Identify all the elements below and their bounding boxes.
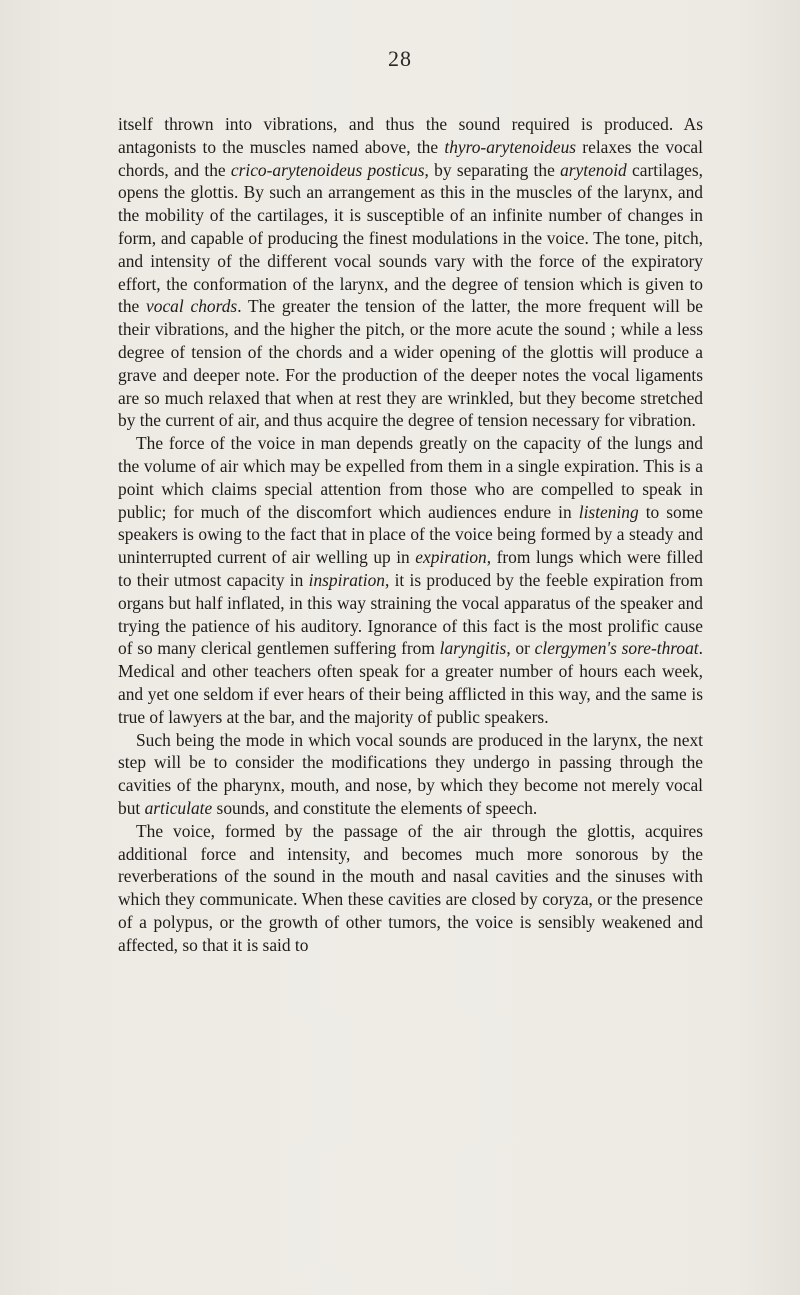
text-run: cartilages, opens the glottis. By such an arrangement as this in the muscles of the larynx, and the mobility of the cartilages, it is susceptible of an infinite number of changes in form, and capable of producing the finest modulations in the voice. The tone, pitch, and intensity of the different vocal sounds vary with the force of the expiratory effort, the conformation of the larynx, and the degree of tension which is given to the	[118, 159, 703, 317]
text-run: , or	[506, 638, 535, 659]
page-number: 28	[388, 46, 412, 71]
text-run: The voice, formed by the passage of the air through the glottis, acquires additional force and intensity, and becomes much more sonorous by the reverberations of the sound in the mouth and nasal cavities and the sinuses with which they communicate. When these cavities are closed by coryza, or the presence of a polypus, or the growth of other tumors, the voice is sensibly weakened and affected, so that it is said to	[118, 820, 703, 955]
text-run: . The greater the tension of the latter, the more frequent will be their vibrations, and the higher the pitch, or the more acute the sound ; while a less degree of tension of the chords and a wider opening of the glottis will produce a grave and deeper note. For the production of the deeper notes the vocal ligaments are so much relaxed that when at rest they are wrinkled, but they become stretched by the current of air, and thus acquire the degree of tension necessary for vibration.	[118, 296, 704, 431]
text-run: The force of the voice in man depends greatly on the capacity of the lungs and the volume of air which may be expelled from them in a single expiration. This is a point which claims special attention from those who are compelled to speak in public; for much of the discomfort which audiences endure in	[118, 433, 703, 522]
text-run: , from lungs which were filled to their utmost capacity in	[118, 547, 703, 590]
paragraph	[118, 432, 703, 728]
italic-term: listening	[578, 501, 639, 522]
italic-term: vocal chords	[146, 296, 238, 317]
italic-term: expiration	[415, 547, 487, 568]
text-run: relaxes the vocal chords, and the	[118, 136, 703, 180]
text-run: . Medical and other teachers often speak for a greater number of hours each week, and yet one seldom if ever hears of their being afflicted in this way, and the same is true of lawyers at the bar, and the majority of public speakers.	[118, 638, 703, 727]
italic-term: clergymen's sore-throat	[534, 638, 699, 659]
italic-term: laryngitis	[439, 638, 507, 659]
italic-term: arytenoid	[560, 159, 627, 180]
text-run: , by separating the	[424, 159, 561, 180]
paragraph	[118, 729, 703, 820]
paragraph	[118, 820, 703, 957]
italic-term: crico-arytenoideus posticus	[230, 159, 425, 180]
body-text	[118, 113, 703, 956]
italic-term: inspiration	[308, 569, 385, 590]
italic-term: thyro-arytenoideus	[444, 136, 577, 157]
italic-term: articulate	[144, 797, 213, 818]
text-run: sounds, and constitute the elements of speech.	[212, 797, 538, 818]
text-run: to some speakers is owing to the fact that in place of the voice being formed by a steady and uninterrupted current of air welling up in	[118, 501, 704, 568]
text-run: , it is produced by the feeble expiration from organs but half inflated, in this way straining the vocal apparatus of the speaker and trying the patience of his auditory. Ignorance of this fact is the most prolific cause of so many clerical gentlemen suffering from	[118, 569, 703, 659]
text-run: itself thrown into vibrations, and thus the sound required is produced. As antagonists to the muscles named above, the	[118, 114, 703, 157]
text-run: Such being the mode in which vocal sounds are produced in the larynx, the next step will be to consider the modifications they undergo in passing through the cavities of the pharynx, mouth, and nose, by which they become not merely vocal but	[118, 729, 703, 818]
paragraph	[118, 113, 703, 432]
